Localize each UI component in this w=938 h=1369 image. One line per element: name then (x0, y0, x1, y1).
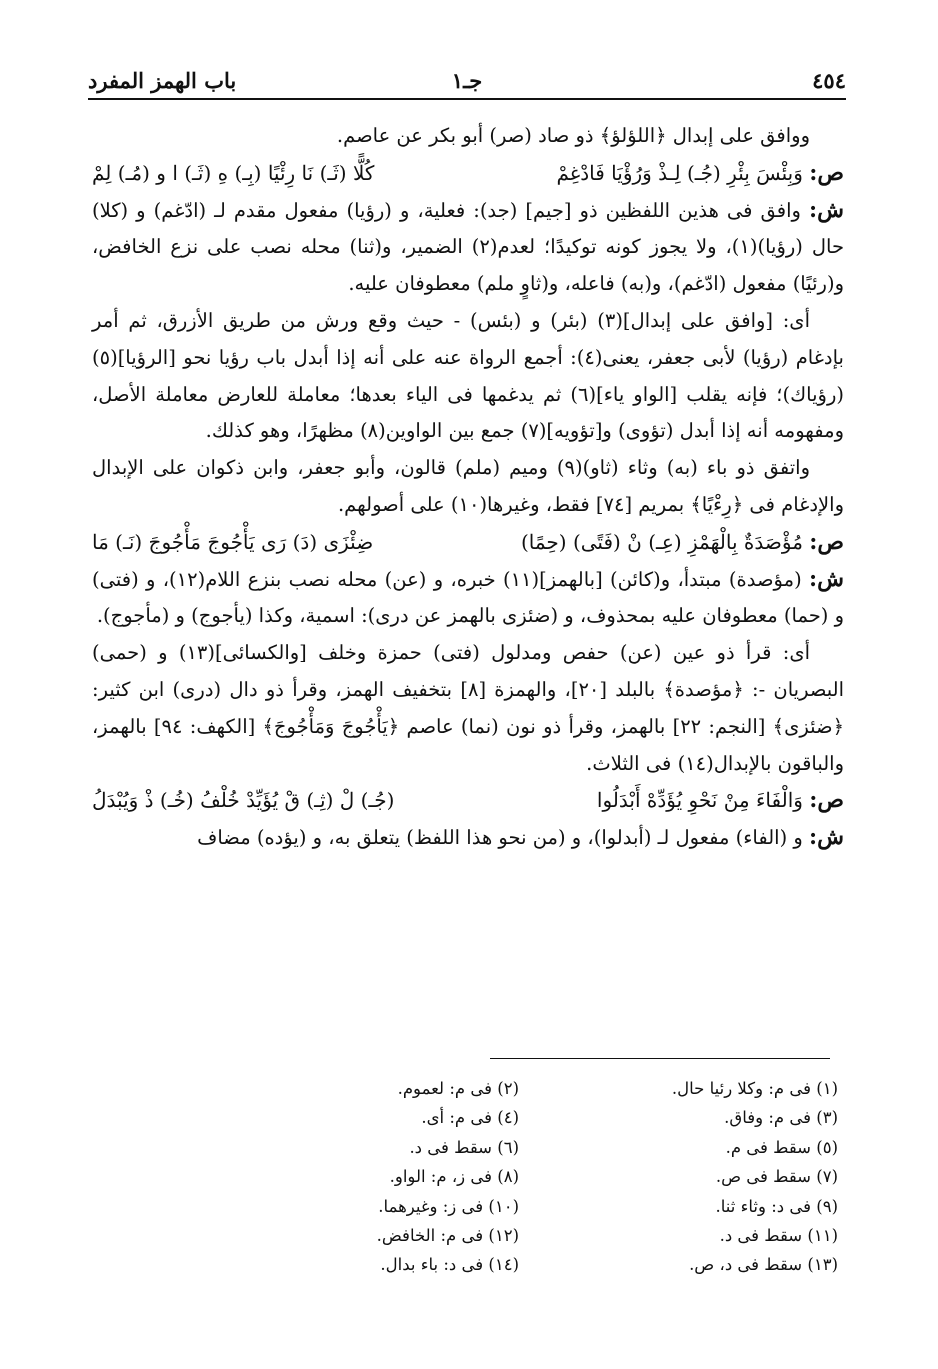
footnote: (١٣) سقط فى د، ص. (689, 1255, 838, 1275)
commentary (92, 561, 844, 636)
running-header (88, 62, 846, 100)
paragraph: أى: قرأ ذو عين (عن) حفص ومدلول (فتى) حمزة وخلف [والكسائى](١٣) و (حمى) البصريان -: ﴿مؤصدة﴾ بالبلد [٢٠]، والهمزة [٨] بتخفيف الهمز، وقرأ ذو دال (درى) ابن كثير: ﴿ضئزى﴾ [النجم: ٢٢] بالهمز، وقرأ ذو نون (نما) عاصم ﴿يَأْجُوجَ وَمَأْجُوجَ﴾ [الكهف: ٩٤] بالهمز، والباقون بالإبدال(١٤) فى الثلاث. (92, 641, 844, 775)
footnote: (٤) فى م: أى. (421, 1108, 519, 1128)
volume-label: جـ١ (451, 67, 483, 93)
footnote: (١٤) فى د: باء بدال. (380, 1255, 519, 1275)
footnote: (١) فى م: وكلا رئيا حال. (671, 1079, 838, 1098)
paragraph: أى: [وافق على إبدال](٣) (بئر) و (بئس) - حيث وقع ورش من طريق الأزرق، ثم أمر بإدغام (رؤيا) لأبى جعفر، يعنى(٤): أجمع الرواة عنه على أنه إذا أبدل باب رؤيا نحو [الرؤيا](٥) (رؤياك)؛ فإنه يقلب [الواو ياء](٦) ثم يدغمها فى الياء بعدها؛ معاملة للعارض معاملة الأصل، ومفهومه أنه إذا أبدل (تؤوى) و[تؤويه](٧) جمع بين الواوين(٨) مظهرًا، وهو كذلك. (92, 308, 844, 443)
footnote: (٥) سقط فى م. (725, 1137, 838, 1157)
paragraph: واتفق ذو باء (به) وثاء (ثاو)(٩) وميم (ملم) قالون، وأبو جعفر، وابن ذكوان على الإبدال والإدغام فى ﴿رِءْيًا﴾ بمريم [٧٤] فقط، وغيرها(١٠) على أصولهم. (92, 456, 844, 516)
footnotes (240, 1074, 838, 1280)
commentary-text: و (الفاء) مفعول لـ (أبدلوا)، و (من نحو هذا اللفظ) يتعلق به، و (يؤده) مضاف (197, 826, 803, 850)
footnote: (٢) فى م: لعموم. (397, 1079, 519, 1098)
verse-marker: ص: (809, 787, 844, 814)
verse-line (92, 782, 844, 819)
commentary (92, 192, 844, 303)
verse-hemistich-left: كُلًّا (ثَـ) نَا رِئْيًا (بِـ) هِ (ثَـ) ا و (مُـ) لِمْ (92, 160, 375, 185)
verse-hemistich-left: (جُـ) لْ (ثِـ) قْ يُؤَيِّدْ خُلْفُ (خُـ) ذْ وَيُبْدَلُ (92, 788, 395, 813)
commentary-text: (مؤصدة) مبتدأ، و(كائن) [بالهمز](١١) خبره، و (عن) محله نصب بنزع اللام(١٢)، و (فتى) و (حما) معطوفان عليه بمحذوف، و (ضئزى بالهمز عن درى): اسمية، وكذا (يأجوج) و (مأجوج). (92, 567, 844, 628)
verse-text: وَبِئْسَ بِئْرِ (جُـ) لِـذْ وَرُؤْيَا فَادْغِمْ (556, 160, 803, 185)
verse-line (92, 155, 844, 192)
paragraph: ووافق على إبدال ﴿اللؤلؤ﴾ ذو صاد (صر) أبو بكر عن عاصم. (336, 124, 810, 147)
commentary (92, 819, 844, 857)
footnote: (١٢) فى م: الخافض. (376, 1226, 519, 1246)
verse-text: مُؤْصَدَةٌ بِالْهَمْزِ (عِـ) نْ (فَتًى) (حِمًا) (520, 529, 803, 554)
verse-hemistich-right (521, 524, 844, 561)
footnote: (١٠) فى ز: وغيرهما. (378, 1196, 519, 1216)
footnote: (٨) فى ز، م: الواو. (389, 1167, 519, 1187)
verse-hemistich-right (556, 155, 844, 192)
verse-line (92, 524, 844, 561)
footnote: (٣) فى م: وفاق. (724, 1108, 838, 1128)
footnote: (٦) سقط فى د. (409, 1137, 519, 1157)
verse-text: وَالْفَاءَ مِنْ نَحْوِ يُؤَدِّهْ أَبْدَلُوا (596, 788, 803, 813)
verse-marker: ص: (809, 528, 844, 555)
commentary-marker: ش: (809, 565, 844, 592)
footnote: (٧) سقط فى ص. (715, 1167, 838, 1187)
commentary-text: وافق فى هذين اللفظين ذو [جيم] (جد): فعلية، و (رؤيا) مفعول مقدم لـ (ادّغم) و (كلا) حال (رؤيا)(١)، ولا يجوز كونه توكيدًا؛ لعدم(٢) الضمير، و(ثنا) محله نصب على نزع الخافض، و(رئيًا) مفعول (ادّغم)، و(به) فاعله، و(ثاوٍ ملم) معطوفان عليه. (92, 198, 844, 296)
main-text (92, 118, 844, 857)
footnote: (٩) فى د: وثاء ثنا. (715, 1196, 838, 1216)
verse-hemistich-right (597, 782, 844, 819)
footnote-separator (490, 1058, 830, 1059)
footnote: (١١) سقط فى د. (719, 1226, 838, 1246)
commentary-marker: ش: (809, 196, 844, 223)
verse-hemistich-left: ضِئْزَى (دَ) رَى يَأْجُوجَ مَأْجُوجَ (نَـ) مَا (92, 529, 374, 554)
chapter-title: باب الهمز المفرد (88, 67, 237, 93)
commentary-marker: ش: (809, 824, 844, 851)
verse-marker: ص: (809, 159, 844, 186)
page-number: ٤٥٤ (812, 67, 846, 93)
